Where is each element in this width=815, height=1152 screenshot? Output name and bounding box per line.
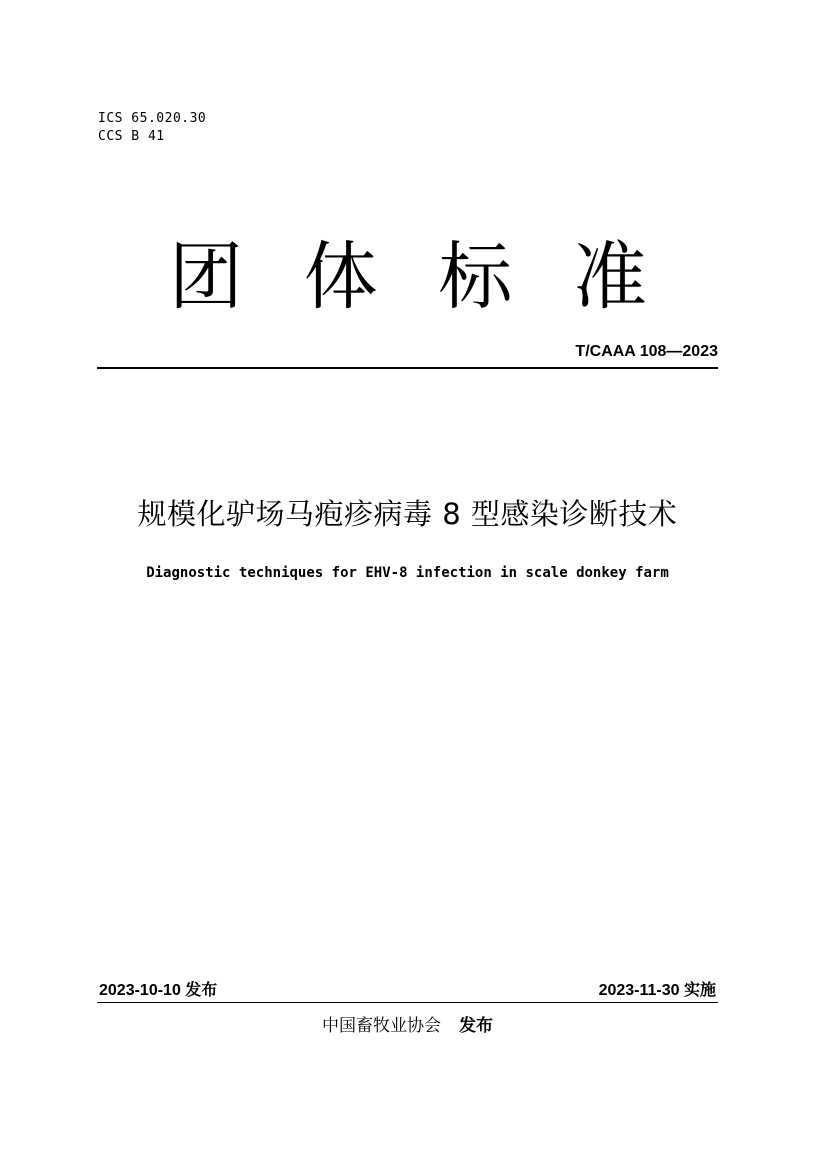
implementation-date: 2023-11-30 实施	[598, 982, 716, 999]
standard-type-char: 准	[572, 234, 647, 320]
publisher-line	[0, 1015, 815, 1037]
header-divider	[97, 367, 718, 369]
standard-number: T/CAAA 108—2023	[575, 343, 718, 360]
issue-date: 2023-10-10 发布	[99, 982, 218, 999]
publisher-organization: 中国畜牧业协会	[322, 1016, 441, 1036]
classification-codes	[98, 110, 206, 146]
publisher-action: 发布	[459, 1016, 493, 1036]
standard-type-heading	[96, 232, 718, 322]
date-row	[97, 980, 718, 1002]
document-title-chinese: 规模化驴场马疱疹病毒 8 型感染诊断技术	[137, 497, 678, 531]
ics-code: ICS 65.020.30	[98, 111, 207, 126]
footer-divider	[97, 1002, 718, 1003]
document-title-english: Diagnostic techniques for EHV-8 infection in scale donkey farm	[146, 565, 669, 581]
standard-type-char: 团	[169, 234, 243, 320]
standard-type-char: 标	[438, 234, 513, 320]
standard-type-char: 体	[303, 234, 378, 320]
ccs-code: CCS B 41	[98, 129, 165, 144]
